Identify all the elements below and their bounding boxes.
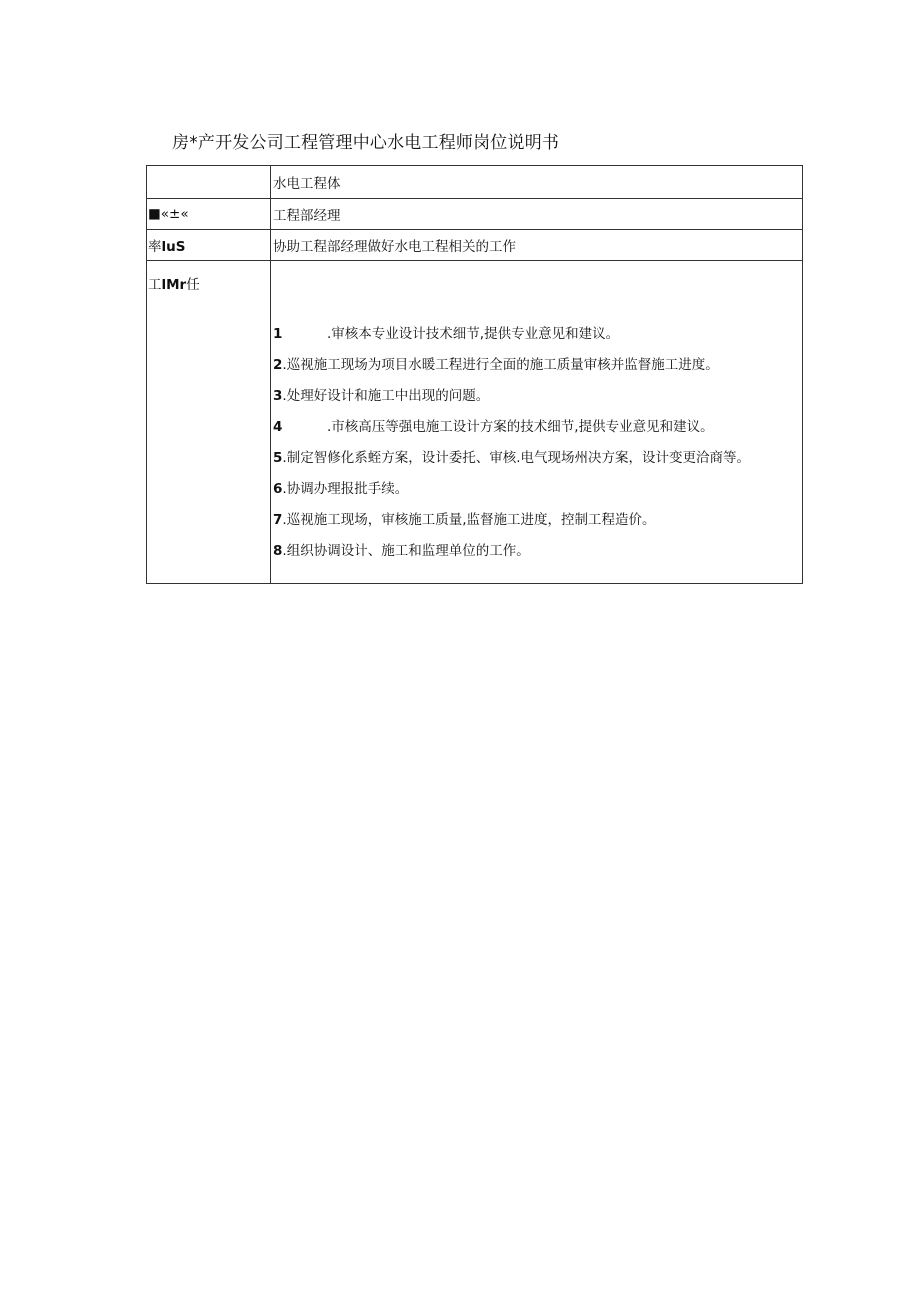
purpose-label-text: luS xyxy=(161,239,186,255)
duty-text: .组织协调设计、施工和监理单位的工作。 xyxy=(282,543,530,559)
duty-number: 4 xyxy=(273,419,283,435)
job-title-label xyxy=(147,166,271,199)
duty-number: 5 xyxy=(273,450,283,466)
supervisor-value: 工程部经理 xyxy=(271,199,803,230)
list-item xyxy=(273,542,802,573)
list-item xyxy=(273,356,802,387)
table-row xyxy=(147,230,803,261)
table-row xyxy=(147,261,803,584)
purpose-value: 协助工程部经理做好水电工程相关的工作 xyxy=(271,230,803,261)
purpose-label xyxy=(147,230,271,261)
duties-label xyxy=(147,261,271,584)
table-row xyxy=(147,199,803,230)
duties-content xyxy=(271,261,803,584)
duty-text: .制定智修化系蛭方案，设计委托、审核.电气现场州决方案，设计变更洽商等。 xyxy=(282,450,750,466)
duty-number: 7 xyxy=(273,512,283,528)
table-row xyxy=(147,166,803,199)
list-item xyxy=(273,418,802,449)
job-title-value: 水电工程体 xyxy=(271,166,803,199)
duties-list xyxy=(273,261,802,573)
duties-label-text: lMr xyxy=(161,277,187,293)
duty-number: 8 xyxy=(273,543,283,559)
list-item xyxy=(273,387,802,418)
duty-text: .市核高压等强电施工设计方案的技术细节,提供专业意见和建议。 xyxy=(327,419,714,435)
duty-text: .巡视施工现场，审核施工质量,监督施工进度，控制工程造价。 xyxy=(282,512,656,528)
duty-number: 1 xyxy=(273,326,283,342)
list-item xyxy=(273,325,802,356)
purpose-label-prefix: 率 xyxy=(148,239,162,255)
list-item xyxy=(273,511,802,542)
duties-label-suffix: 任 xyxy=(186,277,200,293)
duty-number: 2 xyxy=(273,357,283,373)
duties-label-prefix: 工 xyxy=(148,277,162,293)
duty-text: .处理好设计和施工中出现的问题。 xyxy=(282,388,490,404)
duty-number: 3 xyxy=(273,388,283,404)
document-title: 房*产开发公司工程管理中心水电工程师岗位说明书 xyxy=(172,133,560,153)
duty-text: .协调办理报批手续。 xyxy=(282,481,409,497)
list-item xyxy=(273,480,802,511)
list-item xyxy=(273,449,802,480)
duty-text: .审核本专业设计技术细节,提供专业意见和建议。 xyxy=(327,326,620,342)
duty-number: 6 xyxy=(273,481,283,497)
duty-text: .巡视施工现场为项目水暖工程进行全面的施工质量审核并监督施工进度。 xyxy=(282,357,719,373)
job-description-table xyxy=(146,165,803,584)
supervisor-label: ■«±« xyxy=(147,199,271,230)
